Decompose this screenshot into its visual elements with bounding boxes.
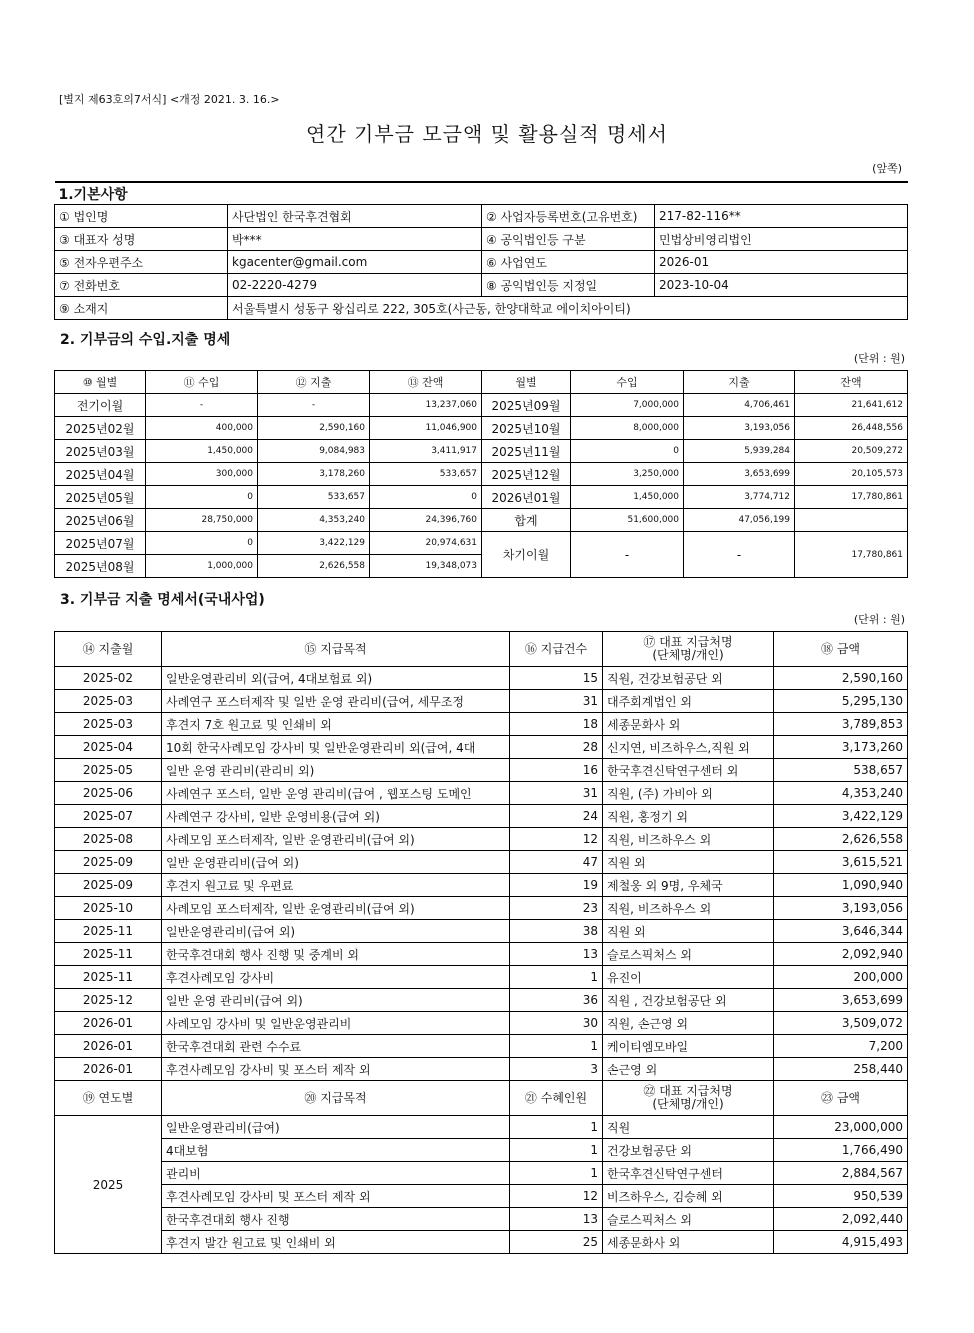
amount-cell: 300,000: [146, 463, 258, 486]
count-cell: 38: [510, 920, 603, 943]
month-cell: 2025-09: [55, 874, 162, 897]
amount-cell: 1,766,490: [774, 1139, 908, 1162]
amount-cell: 4,706,461: [684, 394, 795, 417]
month-cell: 2025-09: [55, 851, 162, 874]
table-row: [55, 920, 908, 943]
purpose-cell: 사례연구 포스터, 일반 운영 관리비(급여 , 웹포스팅 도메인: [162, 782, 510, 805]
purpose-cell: 후견사례모임 강사비 및 포스터 제작 외: [162, 1185, 510, 1208]
amount-cell: 2,092,440: [774, 1208, 908, 1231]
column-header: [774, 632, 908, 667]
column-header: 월별: [482, 371, 571, 394]
count-cell: 30: [510, 1012, 603, 1035]
amount-cell: 5,939,284: [684, 440, 795, 463]
amount-cell: -: [258, 394, 370, 417]
amount-cell: 24,396,760: [370, 509, 482, 532]
month-cell: 2026-01: [55, 1012, 162, 1035]
table-row: [55, 463, 908, 486]
table-row: [55, 667, 908, 690]
amount-cell: 3,615,521: [774, 851, 908, 874]
table-row: [55, 966, 908, 989]
column-header: ⑫ 지출: [258, 371, 370, 394]
payee-cell: 직원 , 건강보험공단 외: [603, 989, 774, 1012]
address-label: ⑨ 소재지: [55, 297, 228, 320]
column-header: [603, 1081, 774, 1116]
amount-cell: 3,509,072: [774, 1012, 908, 1035]
header-line: ㉑ 수혜인원: [524, 1090, 588, 1105]
amount-cell: 258,440: [774, 1058, 908, 1081]
purpose-cell: 사례모임 강사비 및 일반운영관리비: [162, 1012, 510, 1035]
field-value: 민법상비영리법인: [655, 228, 908, 251]
month-cell: 2025-03: [55, 713, 162, 736]
payee-cell: 슬로스픽처스 외: [603, 1208, 774, 1231]
header-line: (단체명/개인): [652, 1097, 724, 1111]
count-cell: 23: [510, 897, 603, 920]
payee-cell: 손근영 외: [603, 1058, 774, 1081]
month-cell: 2026-01: [55, 1058, 162, 1081]
field-label: ② 사업자등록번호(고유번호): [482, 205, 655, 228]
section1-heading: 1.기본사항: [55, 182, 908, 205]
amount-cell: 9,084,983: [258, 440, 370, 463]
amount-cell: 400,000: [146, 417, 258, 440]
table-row: [55, 897, 908, 920]
amount-cell: 533,657: [370, 463, 482, 486]
field-label: ⑥ 사업연도: [482, 251, 655, 274]
table-row: [55, 1139, 908, 1162]
amount-cell: 3,411,917: [370, 440, 482, 463]
month-cell: 2026-01: [55, 1035, 162, 1058]
count-cell: 31: [510, 690, 603, 713]
amount-cell: 4,915,493: [774, 1231, 908, 1254]
month-cell: 2025-10: [55, 897, 162, 920]
address-value: 서울특별시 성동구 왕십리로 222, 305호(사근동, 한양대학교 에이치아이티): [228, 297, 908, 320]
month-cell: 2025년03월: [55, 440, 146, 463]
header-row: [55, 632, 908, 667]
purpose-cell: 한국후견대회 행사 진행: [162, 1208, 510, 1231]
count-cell: 1: [510, 1035, 603, 1058]
amount-cell: -: [146, 394, 258, 417]
payee-cell: 직원, 비즈하우스 외: [603, 828, 774, 851]
month-cell: 2025-07: [55, 805, 162, 828]
amount-cell: 47,056,199: [684, 509, 795, 532]
field-value: 박***: [228, 228, 482, 251]
amount-cell: 17,780,861: [795, 486, 908, 509]
carry-cell: -: [571, 532, 684, 578]
amount-cell: 3,653,699: [774, 989, 908, 1012]
section3-heading: 3. 기부금 지출 명세서(국내사업): [60, 592, 265, 608]
payee-cell: 직원 외: [603, 920, 774, 943]
field-label: ⑦ 전화번호: [55, 274, 228, 297]
purpose-cell: 후견지 발간 원고료 및 인쇄비 외: [162, 1231, 510, 1254]
payee-cell: 한국후견신탁연구센터 외: [603, 759, 774, 782]
document-title: 연간 기부금 모금액 및 활용실적 명세서: [306, 122, 668, 146]
month-cell: 2025-02: [55, 667, 162, 690]
column-header: 지출: [684, 371, 795, 394]
amount-cell: 538,657: [774, 759, 908, 782]
purpose-cell: 4대보험: [162, 1139, 510, 1162]
beneficiary-count-cell: 1: [510, 1139, 603, 1162]
field-label: ⑧ 공익법인등 지정일: [482, 274, 655, 297]
field-value: 217-82-116**: [655, 205, 908, 228]
count-cell: 47: [510, 851, 603, 874]
amount-cell: 1,090,940: [774, 874, 908, 897]
amount-cell: 20,105,573: [795, 463, 908, 486]
payee-cell: 대주회계법인 외: [603, 690, 774, 713]
amount-cell: 3,422,129: [258, 532, 370, 555]
month-cell: 2025년09월: [482, 394, 571, 417]
field-label: ① 법인명: [55, 205, 228, 228]
field-label: ⑤ 전자우편주소: [55, 251, 228, 274]
purpose-cell: 사례모임 포스터제작, 일반 운영관리비(급여 외): [162, 828, 510, 851]
table-row: [55, 532, 908, 555]
month-cell: 2025년07월: [55, 532, 146, 555]
amount-cell: 20,509,272: [795, 440, 908, 463]
header-line: ⑮ 지급목적: [304, 641, 367, 656]
amount-cell: 26,448,556: [795, 417, 908, 440]
payee-cell: 직원: [603, 1116, 774, 1139]
purpose-cell: 한국후견대회 행사 진행 및 중계비 외: [162, 943, 510, 966]
table-row: [55, 509, 908, 532]
amount-cell: 3,653,699: [684, 463, 795, 486]
month-cell: 2025년08월: [55, 555, 146, 578]
expense-detail-table: [54, 631, 908, 1254]
payee-cell: 직원, (주) 가비아 외: [603, 782, 774, 805]
count-cell: 13: [510, 943, 603, 966]
table-row: [55, 1208, 908, 1231]
column-header: [774, 1081, 908, 1116]
purpose-cell: 관리비: [162, 1162, 510, 1185]
header-row: [55, 1081, 908, 1116]
count-cell: 1: [510, 966, 603, 989]
field-value: 2023-10-04: [655, 274, 908, 297]
amount-cell: 1,450,000: [571, 486, 684, 509]
count-cell: 24: [510, 805, 603, 828]
table-row: [55, 1185, 908, 1208]
table-row: [55, 1162, 908, 1185]
purpose-cell: 일반 운영 관리비(급여 외): [162, 989, 510, 1012]
amount-cell: 4,353,240: [258, 509, 370, 532]
purpose-cell: 사례연구 강사비, 일반 운영비용(급여 외): [162, 805, 510, 828]
payee-cell: 건강보험공단 외: [603, 1139, 774, 1162]
amount-cell: 2,092,940: [774, 943, 908, 966]
amount-cell: 0: [370, 486, 482, 509]
header-line: ⑭ 지출월: [82, 641, 134, 656]
header-line: ⑳ 지급목적: [304, 1090, 367, 1105]
year-cell: 2025: [55, 1116, 162, 1254]
header-line: ⑲ 연도별: [82, 1090, 134, 1105]
month-cell: 2025년12월: [482, 463, 571, 486]
beneficiary-count-cell: 1: [510, 1116, 603, 1139]
amount-cell: 0: [146, 486, 258, 509]
purpose-cell: 10회 한국사례모임 강사비 및 일반운영관리비 외(급여, 4대: [162, 736, 510, 759]
purpose-cell: 후견지 7호 원고료 및 인쇄비 외: [162, 713, 510, 736]
header-line: (단체명/개인): [652, 648, 724, 662]
column-header: ⑬ 잔액: [370, 371, 482, 394]
table-row: [55, 486, 908, 509]
table-row: [55, 417, 908, 440]
table-row: [55, 851, 908, 874]
amount-cell: 200,000: [774, 966, 908, 989]
table-row: [55, 713, 908, 736]
amount-cell: 3,250,000: [571, 463, 684, 486]
table-row: [55, 874, 908, 897]
count-cell: 12: [510, 828, 603, 851]
beneficiary-count-cell: 13: [510, 1208, 603, 1231]
beneficiary-count-cell: 1: [510, 1162, 603, 1185]
carry-cell: 17,780,861: [795, 532, 908, 578]
field-label: ③ 대표자 성명: [55, 228, 228, 251]
month-cell: 2025-12: [55, 989, 162, 1012]
column-header: [603, 632, 774, 667]
table-row: [55, 989, 908, 1012]
count-cell: 28: [510, 736, 603, 759]
purpose-cell: 후견사례모임 강사비: [162, 966, 510, 989]
amount-cell: 950,539: [774, 1185, 908, 1208]
header-line: ㉓ 금액: [821, 1090, 860, 1105]
column-header: [510, 1081, 603, 1116]
header-line: ⑯ 지급건수: [524, 641, 588, 656]
payee-cell: 직원 외: [603, 851, 774, 874]
table-row: [55, 1231, 908, 1254]
basic-info-table: [54, 181, 908, 320]
count-cell: 15: [510, 667, 603, 690]
month-cell: 2025-03: [55, 690, 162, 713]
column-header: ⑪ 수입: [146, 371, 258, 394]
field-value: 02-2220-4279: [228, 274, 482, 297]
month-cell: 2025-11: [55, 966, 162, 989]
amount-cell: 3,178,260: [258, 463, 370, 486]
amount-cell: 7,000,000: [571, 394, 684, 417]
table-row: [55, 1116, 908, 1139]
payee-cell: 한국후견신탁연구센터: [603, 1162, 774, 1185]
amount-cell: 2,590,160: [258, 417, 370, 440]
column-header: [162, 1081, 510, 1116]
payee-cell: 직원, 손근영 외: [603, 1012, 774, 1035]
month-cell: 2025-05: [55, 759, 162, 782]
payee-cell: 신지연, 비즈하우스,직원 외: [603, 736, 774, 759]
purpose-cell: 후견사례모임 강사비 및 포스터 제작 외: [162, 1058, 510, 1081]
count-cell: 16: [510, 759, 603, 782]
form-number: [별지 제63호의7서식] <개정 2021. 3. 16.>: [59, 93, 280, 106]
month-cell: 2025년05월: [55, 486, 146, 509]
month-cell: 합계: [482, 509, 571, 532]
column-header: ⑩ 월별: [55, 371, 146, 394]
payee-cell: 제철웅 외 9명, 우체국: [603, 874, 774, 897]
table-row: [55, 440, 908, 463]
amount-cell: 3,173,260: [774, 736, 908, 759]
basic-info-row: [55, 251, 908, 274]
amount-cell: 1,450,000: [146, 440, 258, 463]
amount-cell: 3,646,344: [774, 920, 908, 943]
table-row: [55, 394, 908, 417]
amount-cell: 2,884,567: [774, 1162, 908, 1185]
amount-cell: 2,626,558: [258, 555, 370, 578]
purpose-cell: 후견지 원고료 및 우편료: [162, 874, 510, 897]
amount-cell: 28,750,000: [146, 509, 258, 532]
month-cell: 2025-06: [55, 782, 162, 805]
column-header: [55, 1081, 162, 1116]
purpose-cell: 일반 운영관리비(급여 외): [162, 851, 510, 874]
amount-cell: 5,295,130: [774, 690, 908, 713]
column-header: [162, 632, 510, 667]
field-label: ④ 공익법인등 구분: [482, 228, 655, 251]
carry-label: 차기이월: [482, 532, 571, 578]
amount-cell: 19,348,073: [370, 555, 482, 578]
amount-cell: 21,641,612: [795, 394, 908, 417]
amount-cell: 533,657: [258, 486, 370, 509]
month-cell: 전기이월: [55, 394, 146, 417]
column-header: [55, 632, 162, 667]
column-header: [510, 632, 603, 667]
table-row: [55, 828, 908, 851]
amount-cell: 3,193,056: [774, 897, 908, 920]
header-line: ㉒ 대표 지급처명: [643, 1084, 733, 1098]
table-row: [55, 782, 908, 805]
amount-cell: 3,789,853: [774, 713, 908, 736]
basic-info-row: [55, 274, 908, 297]
section2-unit: (단위 : 원): [853, 352, 905, 365]
amount-cell: 3,193,056: [684, 417, 795, 440]
amount-cell: 3,422,129: [774, 805, 908, 828]
month-cell: 2025-08: [55, 828, 162, 851]
payee-cell: 세종문화사 외: [603, 1231, 774, 1254]
column-header: 수입: [571, 371, 684, 394]
field-value: kgacenter@gmail.com: [228, 251, 482, 274]
table-row: [55, 805, 908, 828]
payee-cell: 유진이: [603, 966, 774, 989]
amount-cell: 7,200: [774, 1035, 908, 1058]
page-side-label: (앞쪽): [872, 162, 902, 175]
beneficiary-count-cell: 25: [510, 1231, 603, 1254]
purpose-cell: 일반운영관리비(급여 외): [162, 920, 510, 943]
month-cell: 2025년06월: [55, 509, 146, 532]
amount-cell: 2,626,558: [774, 828, 908, 851]
table-row: [55, 690, 908, 713]
payee-cell: 비즈하우스, 김승혜 외: [603, 1185, 774, 1208]
section2-heading: 2. 기부금의 수입.지출 명세: [60, 332, 231, 348]
payee-cell: 직원, 건강보험공단 외: [603, 667, 774, 690]
month-cell: 2025년10월: [482, 417, 571, 440]
basic-info-row: [55, 228, 908, 251]
month-cell: 2025-04: [55, 736, 162, 759]
amount-cell: 4,353,240: [774, 782, 908, 805]
purpose-cell: 일반운영관리비 외(급여, 4대보험료 외): [162, 667, 510, 690]
month-cell: 2025년04월: [55, 463, 146, 486]
payee-cell: 직원, 홍정기 외: [603, 805, 774, 828]
amount-cell: 2,590,160: [774, 667, 908, 690]
basic-info-row: [55, 205, 908, 228]
payee-cell: 케이티엠모바일: [603, 1035, 774, 1058]
amount-cell: 11,046,900: [370, 417, 482, 440]
amount-cell: 3,774,712: [684, 486, 795, 509]
table-row: [55, 1035, 908, 1058]
month-cell: 2025-11: [55, 920, 162, 943]
payee-cell: 슬로스픽처스 외: [603, 943, 774, 966]
field-value: 사단법인 한국후견협회: [228, 205, 482, 228]
amount-cell: 1,000,000: [146, 555, 258, 578]
purpose-cell: 한국후견대회 관련 수수료: [162, 1035, 510, 1058]
payee-cell: 직원, 비즈하우스 외: [603, 897, 774, 920]
income-expense-table: [54, 370, 908, 578]
amount-cell: 8,000,000: [571, 417, 684, 440]
header-row: [55, 371, 908, 394]
month-cell: 2025-11: [55, 943, 162, 966]
count-cell: 36: [510, 989, 603, 1012]
payee-cell: 세종문화사 외: [603, 713, 774, 736]
table-row: [55, 759, 908, 782]
amount-cell: 23,000,000: [774, 1116, 908, 1139]
amount-cell: 20,974,631: [370, 532, 482, 555]
field-value: 2026-01: [655, 251, 908, 274]
count-cell: 3: [510, 1058, 603, 1081]
month-cell: 2026년01월: [482, 486, 571, 509]
count-cell: 19: [510, 874, 603, 897]
amount-cell: 13,237,060: [370, 394, 482, 417]
purpose-cell: 사례연구 포스터제작 및 일반 운영 관리비(급여, 세무조정: [162, 690, 510, 713]
header-line: ⑱ 금액: [821, 641, 860, 656]
purpose-cell: 사례모임 포스터제작, 일반 운영관리비(급여 외): [162, 897, 510, 920]
carry-cell: -: [684, 532, 795, 578]
table-row: [55, 943, 908, 966]
section3-unit: (단위 : 원): [853, 613, 905, 626]
count-cell: 18: [510, 713, 603, 736]
amount-cell: 0: [571, 440, 684, 463]
count-cell: 31: [510, 782, 603, 805]
column-header: 잔액: [795, 371, 908, 394]
purpose-cell: 일반운영관리비(급여): [162, 1116, 510, 1139]
amount-cell: 51,600,000: [571, 509, 684, 532]
table-row: [55, 736, 908, 759]
beneficiary-count-cell: 12: [510, 1185, 603, 1208]
header-line: ⑰ 대표 지급처명: [643, 635, 733, 649]
table-row: [55, 1058, 908, 1081]
amount-cell: 0: [146, 532, 258, 555]
month-cell: 2025년11월: [482, 440, 571, 463]
amount-cell: [795, 509, 908, 532]
table-row: [55, 1012, 908, 1035]
purpose-cell: 일반 운영 관리비(관리비 외): [162, 759, 510, 782]
month-cell: 2025년02월: [55, 417, 146, 440]
